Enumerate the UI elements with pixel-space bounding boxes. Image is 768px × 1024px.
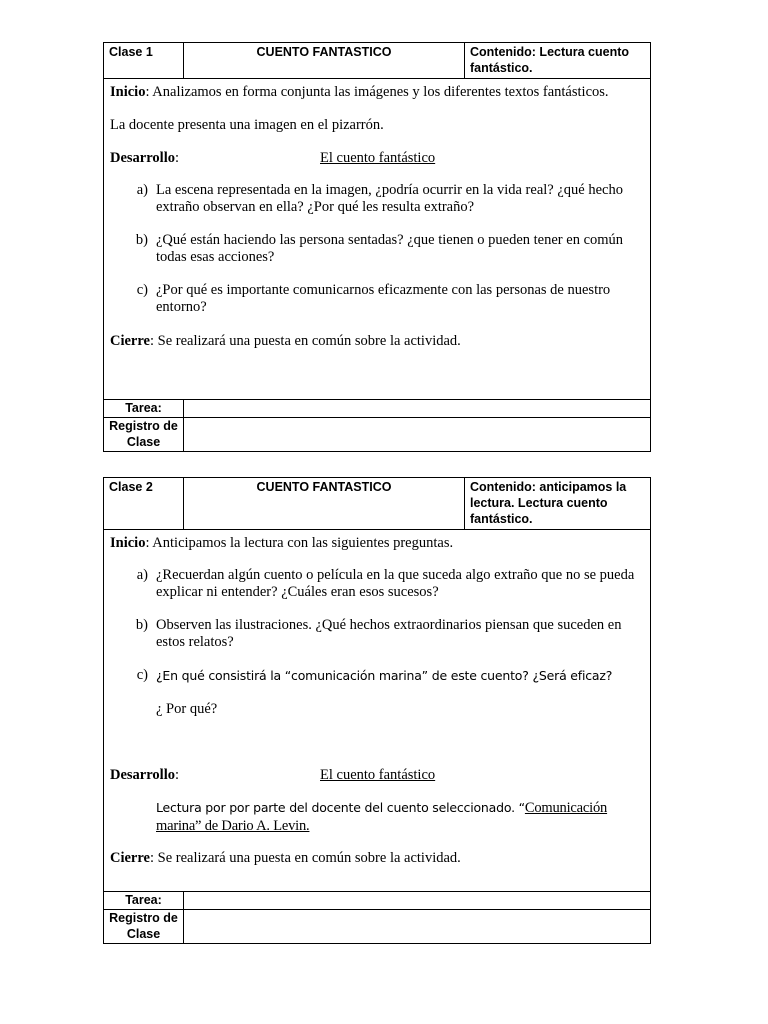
desarrollo-label: Desarrollo — [110, 767, 175, 783]
item-letter: c) — [136, 667, 148, 683]
clase-number: Clase 1 — [104, 43, 184, 78]
cierre-label: Cierre — [110, 850, 150, 866]
lesson-plan-clase-1 — [103, 42, 651, 452]
clase-number: Clase 2 — [104, 478, 184, 529]
lesson-body — [104, 530, 650, 891]
cierre-text: : Se realizará una puesta en común sobre la actividad. — [149, 333, 461, 349]
lesson-plan-clase-2 — [103, 477, 651, 944]
contenido-cell: Contenido: Lectura cuento fantástico. — [470, 45, 630, 75]
cierre-paragraph — [110, 332, 644, 350]
item-letter: b) — [135, 617, 148, 633]
desarrollo-heading: El cuento fantástico — [320, 150, 436, 166]
registro-row — [104, 417, 650, 451]
inicio-text: : Anticipamos la lectura con las siguientes preguntas. — [145, 535, 454, 551]
list-item — [110, 232, 644, 266]
item-letter: a) — [136, 182, 148, 198]
list-item — [110, 567, 644, 601]
item-letter: b) — [135, 232, 148, 248]
desarrollo-label: Desarrollo — [110, 150, 175, 166]
list-item — [110, 182, 644, 216]
tarea-row — [104, 399, 650, 417]
registro-cell — [184, 418, 650, 451]
desarrollo-colon: : — [174, 767, 179, 783]
item-text: ¿En qué consistirá la “comunicación marina” de este cuento? ¿Será eficaz? — [156, 668, 613, 683]
desarrollo-row — [110, 149, 644, 167]
item-text: ¿ Por qué? — [156, 701, 218, 717]
inicio-paragraph — [110, 534, 644, 552]
lectura-paragraph — [110, 799, 644, 835]
intro-line: La docente presenta una imagen en el pizarrón. — [110, 117, 384, 133]
tarea-label: Tarea: — [104, 400, 184, 417]
item-letter: c) — [136, 282, 148, 298]
tarea-label: Tarea: — [104, 892, 184, 909]
contenido-cell: Contenido: anticipamos la lectura. Lectura cuento fantástico. — [470, 480, 627, 526]
inicio-label: Inicio — [110, 535, 146, 551]
header-row — [104, 478, 650, 530]
item-text: ¿Recuerdan algún cuento o película en la que suceda algo extraño que no se pueda explicar ni entender? ¿Cuáles eran esos sucesos? — [156, 567, 635, 600]
lectura-text: Lectura por por parte del docente del cuento seleccionado. “ — [156, 800, 525, 815]
lesson-title: CUENTO FANTASTICO — [184, 478, 465, 529]
list-item — [110, 282, 644, 316]
inicio-label: Inicio — [110, 84, 146, 100]
desarrollo-colon: : — [174, 150, 179, 166]
desarrollo-row — [110, 766, 644, 784]
item-text: ¿Por qué es importante comunicarnos eficazmente con las personas de nuestro entorno? — [156, 282, 611, 315]
registro-cell — [184, 910, 650, 943]
desarrollo-heading: El cuento fantástico — [320, 767, 436, 783]
lesson-body — [104, 79, 650, 399]
list-item — [110, 667, 644, 684]
cierre-text: : Se realizará una puesta en común sobre la actividad. — [149, 850, 461, 866]
item-text: Observen las ilustraciones. ¿Qué hechos extraordinarios piensan que suceden en estos relatos? — [156, 617, 622, 650]
inicio-paragraph — [110, 83, 644, 101]
cierre-paragraph — [110, 849, 644, 867]
lesson-title: CUENTO FANTASTICO — [184, 43, 465, 78]
cierre-label: Cierre — [110, 333, 150, 349]
item-text: ¿Qué están haciendo las persona sentadas? ¿que tienen o pueden tener en común todas esas acciones? — [156, 232, 624, 265]
tarea-cell — [184, 400, 650, 417]
tarea-cell — [184, 892, 650, 909]
list-item-continuation — [110, 701, 644, 718]
registro-label: Registro de Clase — [104, 910, 184, 943]
story-title-link: Comunicación marina” de Dario A. Levin. — [156, 800, 608, 834]
list-item — [110, 617, 644, 651]
registro-label: Registro de Clase — [104, 418, 184, 451]
tarea-row — [104, 891, 650, 909]
item-text: La escena representada en la imagen, ¿podría ocurrir en la vida real? ¿qué hecho extraño observan en ella? ¿Por qué les resulta extraño? — [156, 182, 623, 215]
registro-row — [104, 909, 650, 943]
item-letter: a) — [136, 567, 148, 583]
inicio-text: : Analizamos en forma conjunta las imágenes y los diferentes textos fantásticos. — [145, 84, 609, 100]
header-row — [104, 43, 650, 79]
